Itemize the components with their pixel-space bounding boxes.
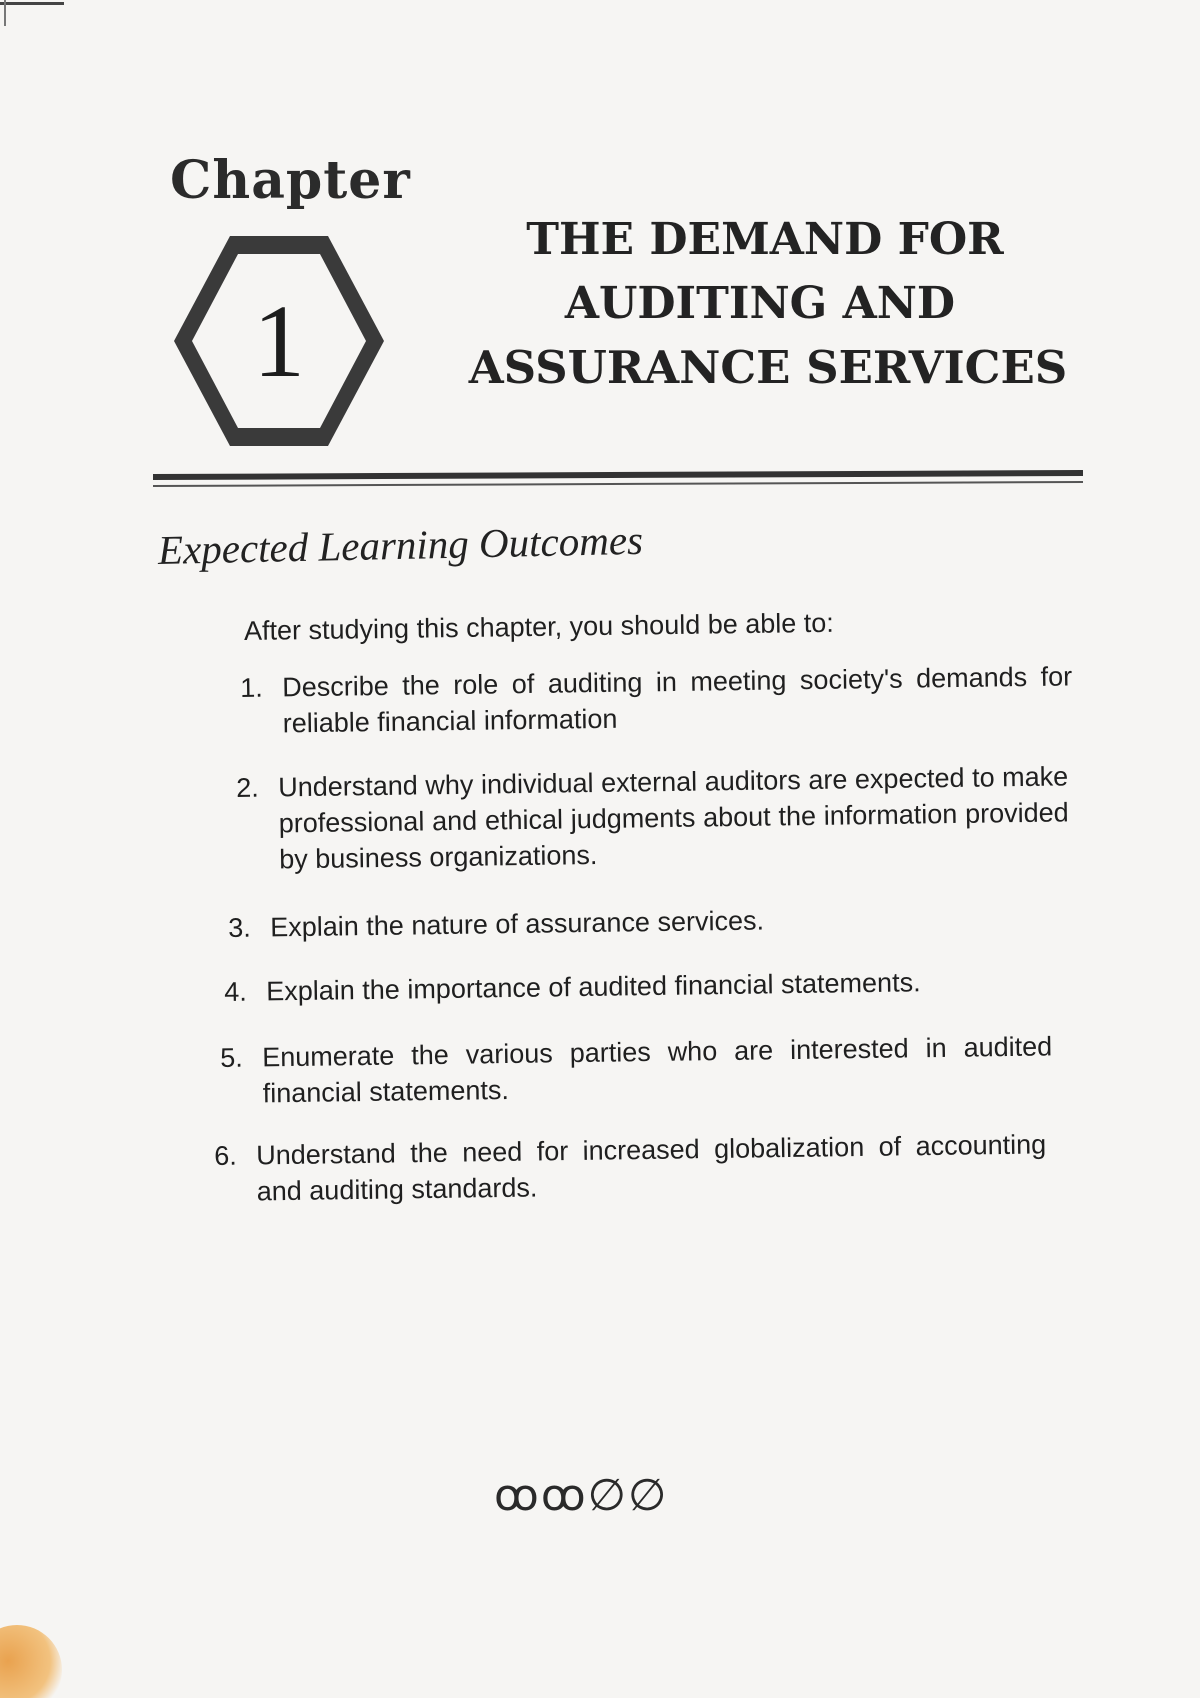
list-item-text: Describe the role of auditing in meeting society's demands for reliable financial information: [282, 661, 1073, 739]
list-item-text: Enumerate the various parties who are interested in audited financial statements.: [262, 1031, 1053, 1109]
chapter-title-line: ASSURANCE SERVICES: [468, 341, 1068, 394]
intro-text: After studying this chapter, you should be able to:: [243, 607, 835, 646]
list-item-text: Explain the importance of audited financial statements.: [266, 967, 921, 1007]
list-item-text: Understand why individual external auditors are expected to make professional and ethical judgments about the information provided by business organizations.: [278, 761, 1069, 875]
list-item: [240, 658, 1073, 742]
section-heading: Expected Learning Outcomes: [157, 516, 644, 573]
list-item-text: Explain the nature of assurance services.: [270, 905, 765, 943]
chapter-title-line: AUDITING AND: [564, 278, 956, 329]
chapter-label: Chapter: [170, 150, 411, 211]
list-item-number: 5.: [220, 1042, 243, 1073]
list-item-text: Understand the need for increased globalization of accounting and auditing standards.: [256, 1129, 1047, 1207]
list-item-number: 2.: [236, 772, 259, 803]
chapter-number: 1: [253, 283, 305, 399]
list-item: [220, 1028, 1053, 1112]
section-end-ornament: ꝏꝏ∅∅: [494, 1470, 669, 1521]
list-item-number: 4.: [224, 976, 247, 1007]
list-item-number: 3.: [228, 912, 251, 943]
list-item: [214, 1126, 1047, 1210]
list-item: [236, 758, 1069, 878]
list-item-number: 1.: [240, 672, 263, 703]
list-item-number: 6.: [214, 1140, 237, 1171]
list-item: [224, 962, 1056, 1010]
list-item: [228, 898, 1060, 946]
chapter-title-line: THE DEMAND FOR: [526, 214, 1004, 265]
